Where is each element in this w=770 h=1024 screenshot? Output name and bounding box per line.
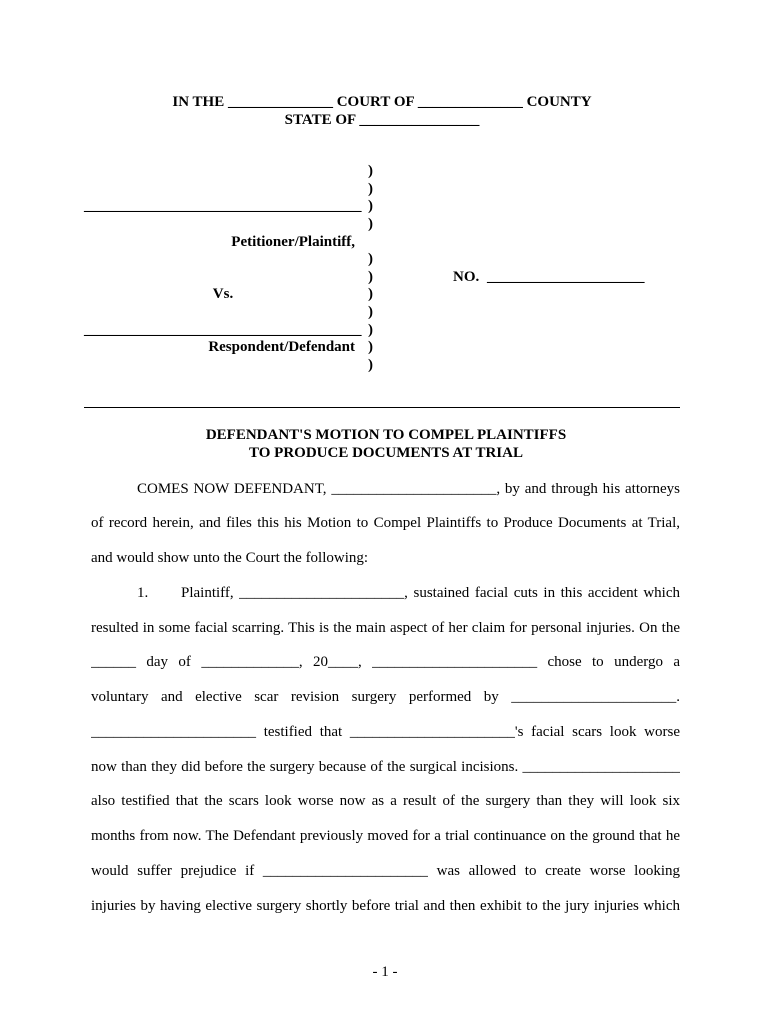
case-caption <box>0 163 770 374</box>
caption-paren: ) <box>368 339 373 356</box>
paragraph-1 <box>91 576 680 924</box>
court-header-line: IN THE ______________ COURT OF ______________ COUNTY <box>172 94 592 110</box>
petitioner-label: Petitioner/Plaintiff, <box>231 233 355 250</box>
case-number-blank: _____________________ <box>487 268 645 285</box>
caption-row <box>0 286 770 304</box>
caption-row <box>0 269 770 287</box>
body-line: ______________________ testified that ______________________'s facial scars look worse <box>91 723 680 740</box>
caption-paren: ) <box>368 321 373 338</box>
versus-label: Vs. <box>212 286 234 303</box>
body-line: months from now. The Defendant previously moved for a trial continuance on the ground that he <box>91 828 680 845</box>
caption-paren: ) <box>368 215 373 232</box>
caption-row <box>0 339 770 357</box>
body-line: Plaintiff, ______________________, sustained facial cuts in this accident which <box>181 584 680 601</box>
caption-paren: ) <box>368 286 373 303</box>
motion-title-line-2: TO PRODUCE DOCUMENTS AT TRIAL <box>249 444 523 461</box>
caption-paren: ) <box>368 356 373 373</box>
caption-row <box>0 357 770 375</box>
intro-paragraph <box>91 472 680 576</box>
body-line: also testified that the scars look worse now as a result of the surgery than they will look six <box>91 793 680 810</box>
caption-paren: ) <box>368 163 373 180</box>
body-line: would suffer prejudice if ______________________ was allowed to create worse looking <box>91 862 680 879</box>
caption-paren: ) <box>368 180 373 197</box>
body-line: resulted in some facial scarring. This is the main aspect of her claim for personal injuries. On the <box>91 619 680 636</box>
caption-paren: ) <box>368 303 373 320</box>
page-number: - 1 - <box>372 964 398 980</box>
caption-row <box>0 234 770 252</box>
caption-row <box>0 163 770 181</box>
paragraph-number: 1. <box>137 584 149 601</box>
body-line: ______ day of _____________, 20____, ______________________ chose to undergo a <box>91 654 680 671</box>
motion-body <box>91 472 680 924</box>
body-line: now than they did before the surgery because of the surgical incisions. _____________________ <box>91 758 680 775</box>
caption-row <box>0 304 770 322</box>
caption-row <box>0 181 770 199</box>
body-line: and would show unto the Court the following: <box>91 550 369 567</box>
caption-paren: ) <box>368 198 373 215</box>
body-line: COMES NOW DEFENDANT, ______________________, by and through his attorneys <box>137 480 680 497</box>
caption-paren: ) <box>368 268 373 285</box>
motion-title <box>2 427 770 462</box>
caption-row <box>0 198 770 216</box>
state-line: STATE OF ________________ <box>284 112 480 128</box>
numbered-line <box>91 576 680 611</box>
body-line: injuries by having elective surgery shortly before trial and then exhibit to the jury injuries which <box>91 897 680 914</box>
caption-paren: ) <box>368 251 373 268</box>
case-number-label: NO. <box>453 268 480 285</box>
respondent-name-blank: _____________________________________ <box>84 321 362 338</box>
caption-row <box>0 322 770 340</box>
motion-title-line-1: DEFENDANT'S MOTION TO COMPEL PLAINTIFFS <box>205 427 567 443</box>
caption-row <box>0 251 770 269</box>
respondent-label: Respondent/Defendant <box>208 339 355 356</box>
body-line: of record herein, and files this his Motion to Compel Plaintiffs to Produce Documents at Trial, <box>91 515 680 532</box>
caption-row <box>0 216 770 234</box>
caption-divider <box>84 407 680 408</box>
body-line: voluntary and elective scar revision surgery performed by ______________________. <box>91 689 680 706</box>
petitioner-name-blank: _____________________________________ <box>84 198 362 215</box>
